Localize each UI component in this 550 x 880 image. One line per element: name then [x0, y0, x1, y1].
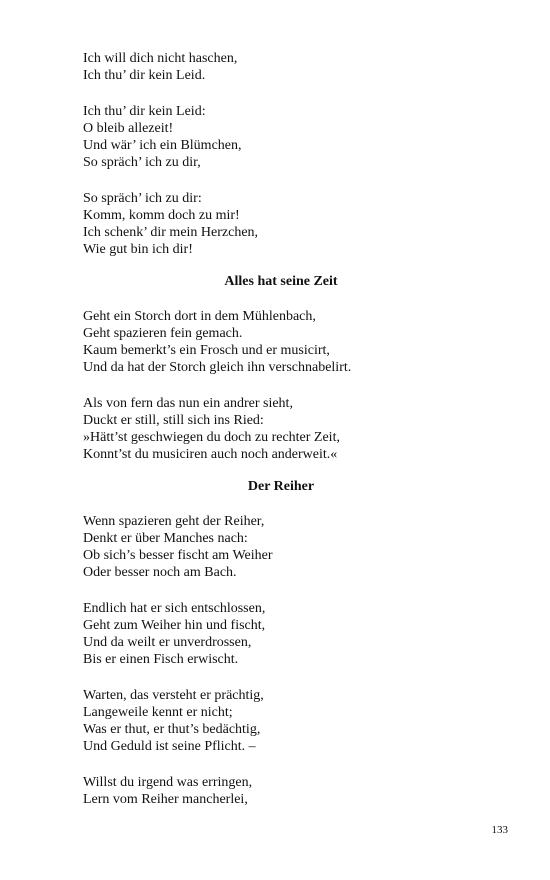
poem-section — [83, 273, 503, 463]
stanza — [83, 600, 503, 668]
verse-line: So spräch’ ich zu dir, — [83, 155, 201, 170]
verse-line: O bleib allezeit! — [83, 121, 174, 136]
verse-line: Geht spazieren fein gemach. — [83, 326, 243, 341]
poem-page — [83, 50, 503, 808]
stanza — [83, 774, 503, 808]
poem-section — [83, 478, 503, 808]
poem-title: Der Reiher — [247, 479, 315, 494]
verse-line: Oder besser noch am Bach. — [83, 565, 237, 580]
verse-line: So spräch’ ich zu dir: — [83, 191, 202, 206]
stanza — [83, 50, 503, 84]
verse-line: Geht ein Storch dort in dem Mühlenbach, — [83, 309, 316, 324]
verse-line: Ich schenk’ dir mein Herzchen, — [83, 225, 259, 240]
stanza — [83, 513, 503, 581]
verse-line: Als von fern das nun ein andrer sieht, — [83, 396, 293, 411]
verse-line: Willst du irgend was erringen, — [83, 775, 253, 790]
verse-line: Wenn spazieren geht der Reiher, — [83, 514, 265, 529]
poem-section — [83, 50, 503, 258]
verse-line: Kaum bemerkt’s ein Frosch und er musicirt, — [83, 343, 330, 358]
verse-line: Endlich hat er sich entschlossen, — [83, 601, 266, 616]
stanza — [83, 190, 503, 258]
stanza — [83, 308, 503, 376]
verse-line: Geht zum Weiher hin und fischt, — [83, 618, 266, 633]
verse-line: Und da hat der Storch gleich ihn verschnabelirt. — [83, 360, 352, 375]
verse-line: Konnt’st du musiciren auch noch anderweit.« — [83, 447, 338, 462]
verse-line: Komm, komm doch zu mir! — [83, 208, 240, 223]
verse-line: Und da weilt er unverdrossen, — [83, 635, 252, 650]
verse-line: Lern vom Reiher mancherlei, — [83, 792, 248, 807]
verse-line: Ich will dich nicht haschen, — [83, 51, 238, 66]
page-number: 133 — [491, 824, 508, 836]
verse-line: Duckt er still, still sich ins Ried: — [83, 413, 264, 428]
verse-line: Warten, das versteht er prächtig, — [83, 688, 264, 703]
verse-line: Und wär’ ich ein Blümchen, — [83, 138, 242, 153]
verse-line: Und Geduld ist seine Pflicht. – — [83, 739, 256, 754]
verse-line: Langeweile kennt er nicht; — [83, 705, 233, 720]
poem-title: Alles hat seine Zeit — [224, 274, 338, 289]
verse-line: Ich thu’ dir kein Leid: — [83, 104, 206, 119]
verse-line: Ob sich’s besser fischt am Weiher — [83, 548, 273, 563]
verse-line: Wie gut bin ich dir! — [83, 242, 193, 257]
verse-line: Ich thu’ dir kein Leid. — [83, 68, 206, 83]
verse-line: »Hätt’st geschwiegen du doch zu rechter Zeit, — [83, 430, 340, 445]
stanza — [83, 103, 503, 171]
verse-line: Denkt er über Manches nach: — [83, 531, 248, 546]
verse-line: Was er thut, er thut’s bedächtig, — [83, 722, 261, 737]
stanza — [83, 687, 503, 755]
verse-line: Bis er einen Fisch erwischt. — [83, 652, 239, 667]
stanza — [83, 395, 503, 463]
